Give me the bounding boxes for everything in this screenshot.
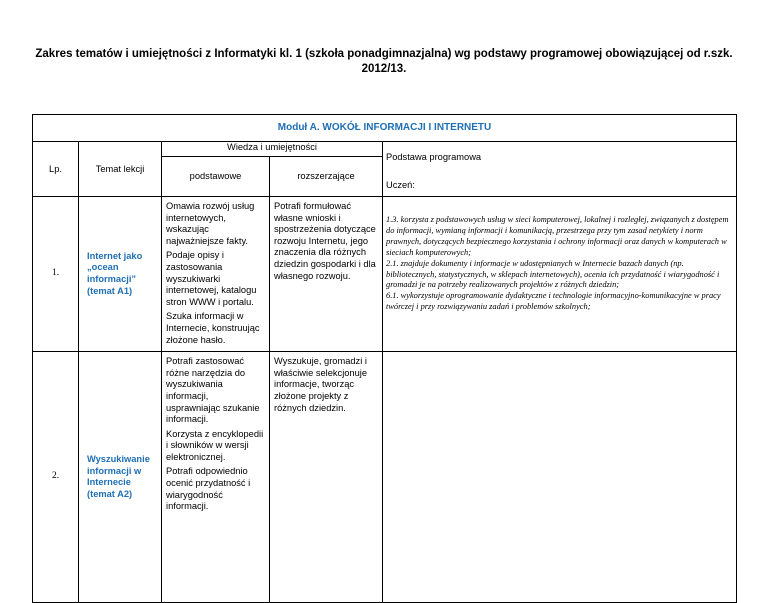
curriculum-cell bbox=[383, 352, 737, 603]
table-row bbox=[33, 352, 737, 603]
header-lp: Lp. bbox=[33, 142, 79, 197]
curriculum-item: 6.1. wykorzystuje oprogramowanie dydaktyczne i technologie informacyjno-komunikacyjne w pracy twórczej i przy rozwiązywaniu zadań i problemów szkolnych; bbox=[386, 291, 721, 312]
basic-skill-item: Omawia rozwój usług internetowych, wskazując najważniejsze fakty. bbox=[166, 201, 255, 246]
row-number: 2. bbox=[33, 352, 79, 603]
curriculum-item: 2.1. znajduje dokumenty i informacje w udostępnianych w Internecie bazach danych (np. bibliotecznych, statystycznych, w sklepach internetowych), ocenia ich przydatność i wiarygodność i gromadzi je na potrzeby realizowanych projektów z różnych dziedzin; bbox=[386, 258, 720, 290]
basic-skill-item: Podaje opisy i zastosowania wyszukiwarki internetowej, katalogu stron WWW i portalu. bbox=[166, 250, 257, 307]
lesson-topic: Internet jako „ocean informacji” (temat A1) bbox=[79, 197, 162, 352]
basic-skills-cell bbox=[162, 197, 270, 352]
curriculum-item: 1.3. korzysta z podstawowych usług w sieci komputerowej, lokalnej i rozległej, związanych z dostępem do informacji, wymianą informacji i komunikacją, przestrzega przy tym zasad netykiety i norm prawnych, dotyczących bezpiecznego korzystania i ochrony informacji oraz danych w komputerach w sieciach komputerowych; bbox=[386, 215, 729, 257]
table-row bbox=[33, 197, 737, 352]
header-row-1 bbox=[33, 142, 737, 157]
document-title: Zakres tematów i umiejętności z Informatyki kl. 1 (szkoła ponadgimnazjalna) wg podstawy programowej obowiązującej od r.szk. 2012/13. bbox=[35, 48, 733, 75]
header-curriculum: Podstawa programowa bbox=[383, 142, 737, 175]
lesson-topic: Wyszukiwanie informacji w Internecie (temat A2) bbox=[79, 352, 162, 603]
basic-skill-item: Potrafi odpowiednio ocenić przydatność i wiarygodność informacji. bbox=[166, 466, 251, 512]
header-extended: rozszerzające bbox=[270, 157, 383, 197]
header-basic: podstawowe bbox=[162, 157, 270, 197]
basic-skill-item: Potrafi zastosować różne narzędzia do wyszukiwania informacji, usprawniając szukanie informacji. bbox=[166, 356, 260, 425]
module-row bbox=[33, 115, 737, 142]
module-title: Moduł A. WOKÓŁ INFORMACJI I INTERNETU bbox=[33, 115, 737, 142]
extended-skills-cell: Wyszukuje, gromadzi i właściwie selekcjonuje informacje, tworząc złożone projekty z różnych dziedzin. bbox=[270, 352, 383, 603]
header-knowledge: Wiedza i umiejętności bbox=[162, 142, 383, 157]
header-student: Uczeń: bbox=[383, 174, 737, 197]
basic-skills-cell bbox=[162, 352, 270, 603]
extended-skills-cell: Potrafi formułować własne wnioski i spostrzeżenia dotyczące rozwoju Internetu, jego znaczenia dla różnych dziedzin gospodarki i dla własnego rozwoju. bbox=[270, 197, 383, 352]
curriculum-cell bbox=[383, 197, 737, 352]
basic-skill-item: Szuka informacji w Internecie, konstruując złożone hasło. bbox=[166, 311, 260, 345]
basic-skill-item: Korzysta z encyklopedii i słowników w wersji elektronicznej. bbox=[166, 428, 264, 462]
row-number: 1. bbox=[33, 197, 79, 352]
header-topic: Temat lekcji bbox=[79, 142, 162, 197]
curriculum-table bbox=[32, 114, 737, 603]
